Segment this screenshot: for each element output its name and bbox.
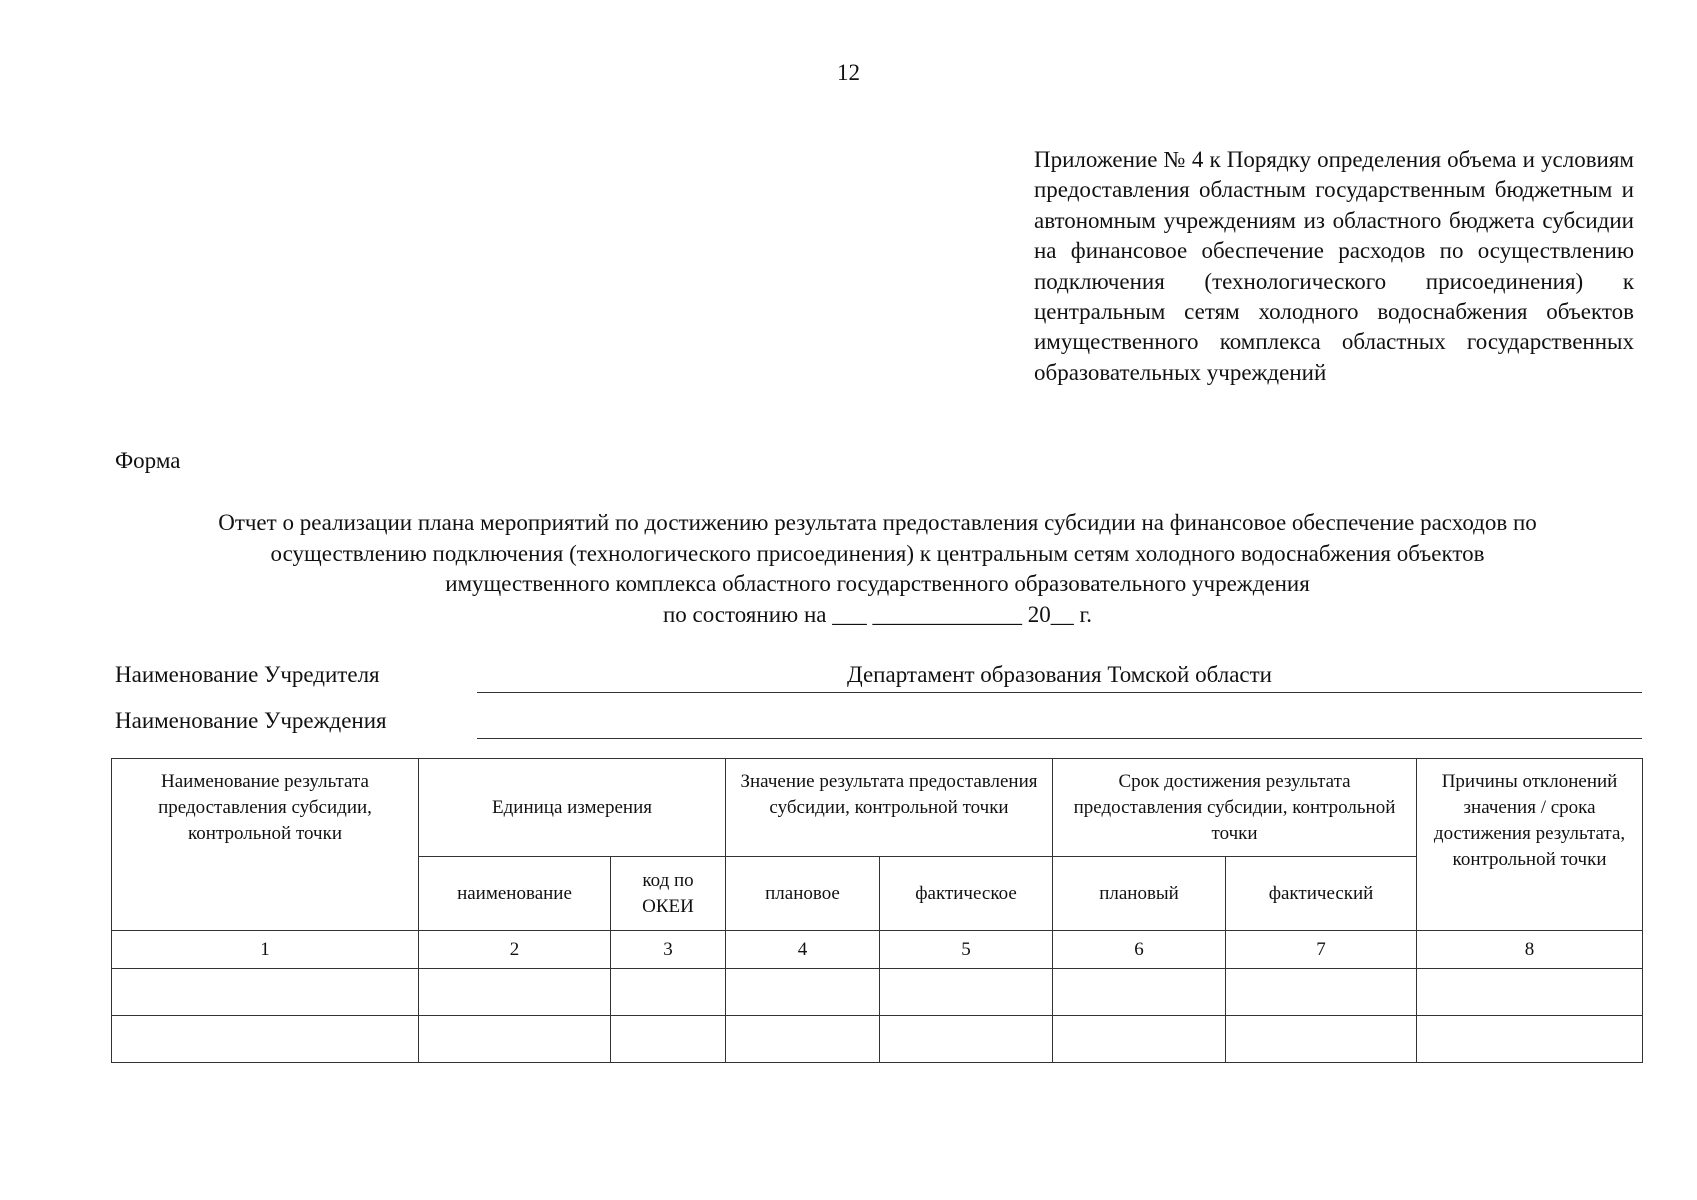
header-unit-okei: код по ОКЕИ [611,857,726,931]
header-value: Значение результата предоставления субсидии, контрольной точки [726,759,1053,857]
header-deadline-planned: плановый [1053,857,1226,931]
table-cell [112,1016,419,1063]
table-cell [1417,1016,1643,1063]
institution-label: Наименование Учреждения [115,708,387,733]
report-title-line: осуществлению подключения (технологического присоединения) к центральным сетям холодного водоснабжения объектов [270,540,1485,566]
founder-label: Наименование Учредителя [115,662,380,687]
table-cell [726,969,880,1016]
founder-underline [477,692,1642,693]
table-cell [611,1016,726,1063]
table-cell [1053,969,1226,1016]
report-date-line: по состоянию на ___ _____________ 20__ г. [662,601,1093,627]
table-row [112,1016,1643,1063]
header-unit-name: наименование [419,857,611,931]
appendix-note: Приложение № 4 к Порядку определения объема и условиям предоставления областным государственным бюджетным и автономным учреждениям из областного бюджета субсидии на финансовое обеспечение расходов по осуществлению подключения (технологического присоединения) к центральным сетям холодного водоснабжения объектов имущественного комплекса областных государственных образовательных учреждений [1034,147,1634,385]
header-deadline: Срок достижения результата предоставления субсидии, контрольной точки [1053,759,1417,857]
table-cell [1226,969,1417,1016]
table-cell [1417,969,1643,1016]
column-number: 1 [112,931,419,969]
table-cell [1226,1016,1417,1063]
column-number: 5 [880,931,1053,969]
table-cell [880,1016,1053,1063]
column-number: 7 [1226,931,1417,969]
table-cell [611,969,726,1016]
column-number: 8 [1417,931,1643,969]
report-title [100,508,1655,630]
institution-underline [477,738,1642,739]
report-title-line: имущественного комплекса областного государственного образовательного учреждения [445,571,1310,596]
report-table [111,758,1643,1063]
column-number: 2 [419,931,611,969]
table-cell [419,1016,611,1063]
header-value-actual: фактическое [880,857,1053,931]
header-value-planned: плановое [726,857,880,931]
column-number: 3 [611,931,726,969]
header-reasons: Причины отклонений значения / срока достижения результата, контрольной точки [1417,759,1643,931]
table-cell [419,969,611,1016]
table-cell [726,1016,880,1063]
founder-value: Департамент образования Томской области [847,662,1272,687]
table-cell [112,969,419,1016]
header-deadline-actual: фактический [1226,857,1417,931]
page-number: 12 [837,60,860,85]
table-cell [880,969,1053,1016]
header-unit: Единица измерения [419,759,726,857]
column-number: 6 [1053,931,1226,969]
table-row [112,969,1643,1016]
form-label: Форма [115,448,181,473]
column-number-row [112,931,1643,969]
column-number: 4 [726,931,880,969]
report-title-line: Отчет о реализации плана мероприятий по достижению результата предоставления субсидии на финансовое обеспечение расходов по [218,510,1537,535]
header-result-name: Наименование результата предоставления субсидии, контрольной точки [112,759,419,931]
table-cell [1053,1016,1226,1063]
